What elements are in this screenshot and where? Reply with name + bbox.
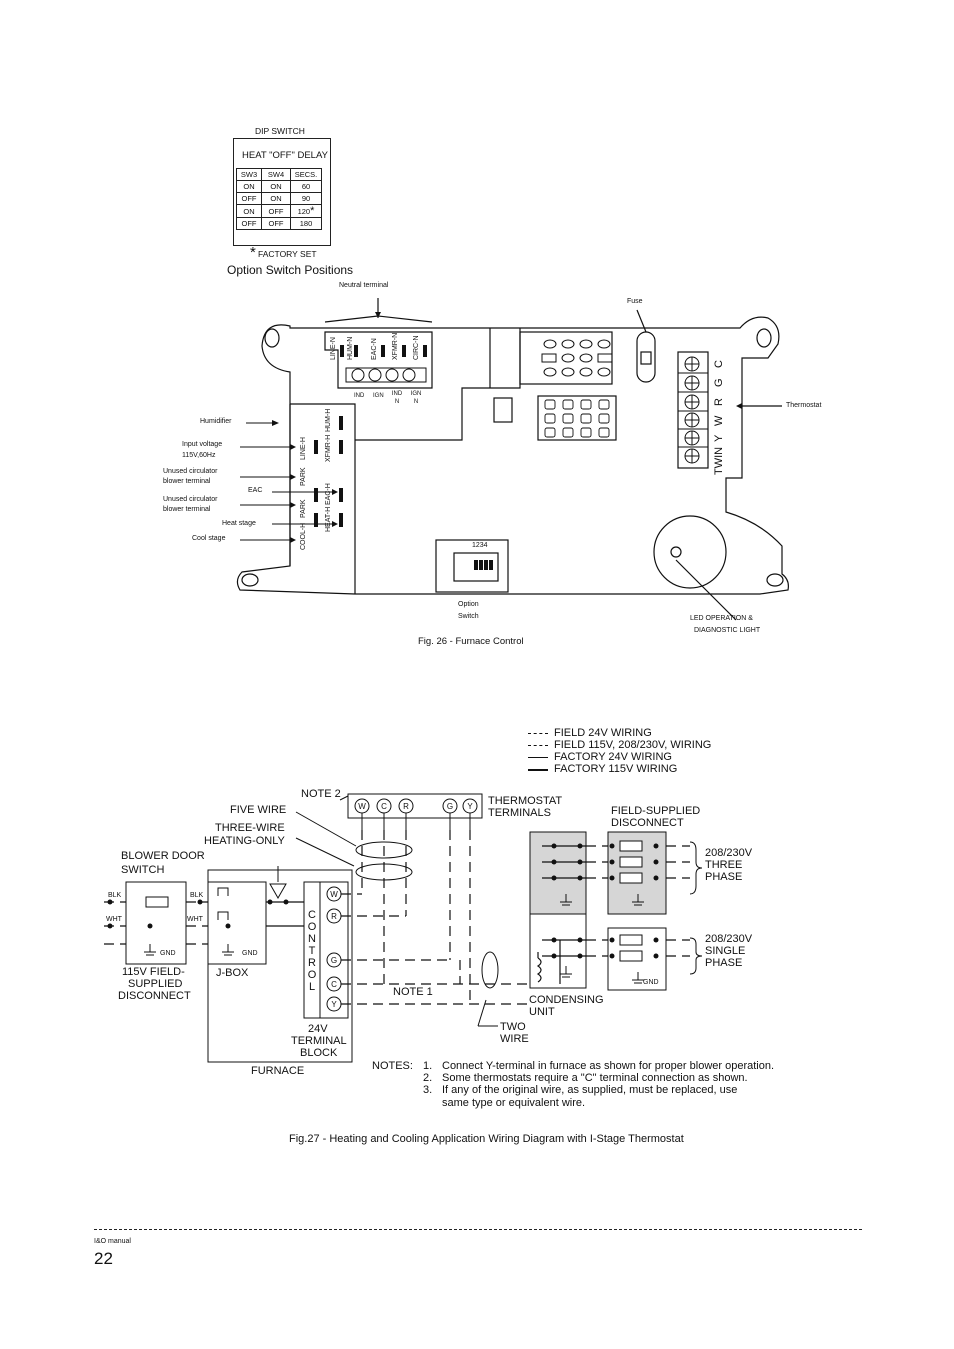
fuse-label: Fuse [627,298,643,305]
option-switch-label: Option [458,601,479,608]
note-2-label: NOTE 2 [301,788,341,800]
cool-stage-label: Cool stage [192,535,226,542]
led-label: LED OPERATION & [690,615,753,622]
unused-circulator-label: Unused circulator [163,496,218,503]
page-number: 22 [94,1249,113,1268]
table-cell: 180 [291,218,322,230]
terminal-letter-g: G [713,378,725,387]
control-letter: R [308,957,316,969]
factory-set-label: FACTORY SET [258,249,317,259]
note-text: same type or equivalent wire. [442,1097,586,1109]
three-phase-label: PHASE [705,871,743,883]
terminal-letter-w: W [713,415,725,426]
note-number: 3. [423,1084,433,1096]
input-voltage-label: Input voltage [182,441,223,448]
table-cell: OFF [237,218,262,230]
table-cell: ON [237,181,262,193]
ign-label: IGN [373,393,384,399]
field-supplied-disconnect-label: FIELD-SUPPLIED [611,805,701,817]
field-supplied-disconnect-label: DISCONNECT [611,817,684,829]
board-label-hum-h: HUM-H [325,408,332,432]
table-cell: ON [262,193,291,205]
legend-item: FIELD 115V, 208/230V, WIRING [554,739,712,751]
board-label-xfmr-n: XFMR-N [392,332,399,360]
fig27-caption: Fig.27 - Heating and Cooling Application Wiring Diagram with I-Stage Thermostat [289,1133,684,1145]
board-label-hum-n: HUM-N [347,336,354,360]
single-phase-label: SINGLE [705,945,746,957]
blk-label: BLK [190,892,204,899]
board-label-park: PARK [300,467,307,486]
board-label-circ-n: CIRC-N [413,335,420,360]
thermostat-letter-y: Y [467,802,473,811]
table-cell: OFF [262,205,291,218]
two-wire-label: TWO [500,1021,526,1033]
terminal-letter-y: Y [713,434,725,442]
legend-item: FACTORY 24V WIRING [554,751,672,763]
unused-circulator-label: blower terminal [163,506,211,513]
wht-label: WHT [106,916,122,923]
board-label-eac-h: EAC-H [325,483,332,505]
control-letter: N [308,933,316,945]
table-cell: ON [262,181,291,193]
five-wire-label: FIVE WIRE [230,804,287,816]
thermostat-letter-g: G [446,802,454,811]
three-phase-label: 208/230V [705,847,753,859]
heat-off-delay-title: HEAT "OFF" DELAY [242,150,328,161]
board-label-cool-h: COOL-H [300,522,307,550]
table-cell-value: 120 [297,207,311,216]
unused-circulator-label: Unused circulator [163,468,218,475]
table-header: SECS. [291,169,322,181]
humidifier-label: Humidifier [200,418,232,425]
ign-n-label: IGN N [410,391,422,405]
note-number: 1. [423,1060,433,1072]
unused-circulator-label: blower terminal [163,478,211,485]
gnd-label: GND [160,950,176,957]
block-letter-g: G [330,956,338,965]
furnace-label: FURNACE [251,1065,305,1077]
disconnect-115v-label: DISCONNECT [118,990,191,1002]
block-letter-y: Y [331,1000,337,1009]
heating-only-label: HEATING-ONLY [204,835,285,847]
board-label-eac-n: EAC-N [371,338,378,360]
blower-door-switch-label: BLOWER DOOR [121,850,205,862]
thermostat-letter-w: W [358,802,366,811]
blower-door-switch-label: SWITCH [121,864,165,876]
factory-set-mark: * [250,244,256,261]
note-number: 2. [423,1072,433,1084]
j-box-label: J-BOX [216,967,249,979]
three-phase-label: THREE [705,859,743,871]
table-header: SW4 [262,169,291,181]
table-cell: OFF [262,218,291,230]
ind-label: IND [354,393,365,399]
condensing-unit-label: UNIT [529,1006,555,1018]
condensing-unit-label: CONDENSING [529,994,604,1006]
option-switch-positions: Option Switch Positions [227,263,354,277]
three-wire-label: THREE-WIRE [215,822,285,834]
thermostat-letter-r: R [403,802,409,811]
table-header: SW3 [237,169,262,181]
neutral-terminal-label: Neutral terminal [339,282,389,289]
terminal-letter-twin: TWIN [713,446,725,475]
control-letter: C [308,909,316,921]
thermostat-letter-c: C [381,802,387,811]
disconnect-115v-label: SUPPLIED [128,978,183,990]
note-text: Connect Y-terminal in furnace as shown for proper blower operation. [442,1060,775,1072]
factory-mark: * [310,205,315,217]
table-cell: 90 [291,193,322,205]
terminal-block-label: 24V [308,1023,328,1035]
legend-item: FACTORY 115V WIRING [554,763,678,775]
terminal-block-label: TERMINAL [291,1035,347,1047]
blk-label: BLK [108,892,122,899]
table-cell: 60 [291,181,322,193]
board-label-line-n: LINE-N [330,337,337,360]
control-letter: O [307,921,317,933]
option-switch-label: Switch [458,613,479,620]
single-phase-label: 208/230V [705,933,753,945]
switch-numbers: 1234 [472,542,488,549]
wht-label: WHT [187,916,203,923]
block-letter-c: C [331,980,337,989]
control-letter: T [308,945,316,957]
control-letter: O [307,969,317,981]
gnd-label: GND [643,979,659,986]
gnd-label: GND [242,950,258,957]
thermostat-label: Thermostat [786,402,822,409]
block-letter-r: R [331,912,337,921]
block-letter-w: W [330,890,338,899]
eac-label: EAC [248,487,263,494]
note-1-label: NOTE 1 [393,986,433,998]
input-voltage-value: 115V,60Hz [182,452,216,459]
dip-switch-title: DIP SWITCH [255,126,305,136]
terminal-block-label: BLOCK [300,1047,338,1059]
thermostat-terminals-label: TERMINALS [488,807,551,819]
two-wire-label: WIRE [500,1033,529,1045]
table-cell: ON [237,205,262,218]
notes-heading: NOTES: [372,1060,413,1072]
terminal-letter-r: R [713,398,725,406]
footer-rule [94,1229,862,1230]
board-label-park: PARK [300,499,307,518]
ind-n-label: IND N [391,391,403,405]
control-letter: L [308,981,316,993]
legend-item: FIELD 24V WIRING [554,727,652,739]
single-phase-label: PHASE [705,957,743,969]
footer-manual-label: I&O manual [94,1238,131,1245]
board-label-xfmr-h: XFMR-H [325,434,332,462]
board-label-line-h: LINE-H [300,437,307,460]
terminal-letter-c: C [713,360,725,368]
table-cell: OFF [237,193,262,205]
disconnect-115v-label: 115V FIELD- [122,966,185,978]
board-label-heat-h: HEAT-H [325,506,332,532]
led-label: DIAGNOSTIC LIGHT [694,627,761,634]
note-text: Some thermostats require a "C" terminal connection as shown. [442,1072,748,1084]
thermostat-terminals-label: THERMOSTAT [488,795,563,807]
note-text: If any of the original wire, as supplied, must be replaced, use [442,1084,738,1096]
fig26-caption: Fig. 26 - Furnace Control [418,636,524,647]
heat-stage-label: Heat stage [222,520,256,527]
